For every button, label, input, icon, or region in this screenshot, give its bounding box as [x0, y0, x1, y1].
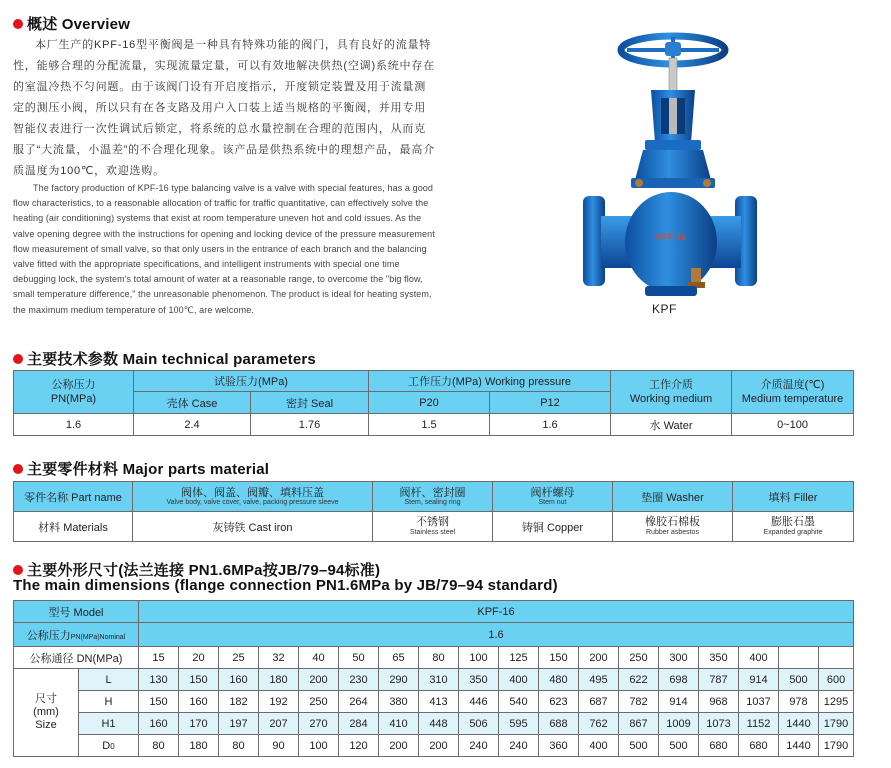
parts-header-nut: 阀杆螺母 Stem nut	[493, 482, 613, 512]
dims-value-cell: 410	[379, 713, 419, 735]
valve-image	[575, 28, 765, 303]
tech-value-seal: 1.76	[251, 414, 369, 436]
tech-header-p20: P20	[369, 392, 490, 414]
dims-dn-cell: 250	[619, 647, 659, 669]
dims-value-cell: 1037	[739, 691, 779, 713]
parts-material-washer: 橡胶石棉板 Rubber asbestos	[613, 512, 733, 542]
dims-dn-cell: 300	[659, 647, 699, 669]
parts-header-part-name: 零件名称 Part name	[14, 482, 133, 512]
parts-header-washer: 垫圈 Washer	[613, 482, 733, 512]
dims-value-cell: 782	[619, 691, 659, 713]
dims-value-cell: 360	[539, 735, 579, 757]
dims-dn-cell: 40	[299, 647, 339, 669]
parts-material-filler: 膨胀石墨 Expanded graphite	[733, 512, 854, 542]
valve-image-caption: KPF	[652, 302, 677, 316]
tech-value-nominal: 1.6	[14, 414, 134, 436]
valve-marking-text: KPF-16	[655, 232, 687, 242]
tech-value-p12: 1.6	[490, 414, 611, 436]
parts-header-stem: 阀杆、密封圈 Stem, sealing ring	[373, 482, 493, 512]
tech-value-shell: 2.4	[134, 414, 251, 436]
dims-value-cell: 978	[779, 691, 819, 713]
tech-header-test: 试验压力(MPa)	[134, 371, 369, 392]
dims-value-cell: 698	[659, 669, 699, 691]
dims-dn-cell: 32	[259, 647, 299, 669]
tech-header-medium: 工作介质 Working medium	[611, 371, 732, 414]
dims-value-cell: 130	[139, 669, 179, 691]
parts-header-filler: 填料 Filler	[733, 482, 854, 512]
dims-value-cell: 600	[819, 669, 854, 691]
dims-value-cell: 623	[539, 691, 579, 713]
dims-value-cell: 100	[299, 735, 339, 757]
dims-value-cell: 150	[179, 669, 219, 691]
dims-value-cell: 968	[699, 691, 739, 713]
dims-value-cell: 230	[339, 669, 379, 691]
tech-header-shell: 壳体 Case	[134, 392, 251, 414]
bullet-icon	[13, 464, 23, 474]
dims-value-cell: 448	[419, 713, 459, 735]
dims-value-cell: 495	[579, 669, 619, 691]
dims-value-cell: 400	[579, 735, 619, 757]
dims-dn-cell: 150	[539, 647, 579, 669]
dims-heading-cn: 主要外形尺寸(法兰连接 PN1.6MPa按JB/79–94标准)	[13, 559, 380, 580]
dims-pn-value: 1.6	[139, 623, 854, 647]
dims-value-cell: 400	[499, 669, 539, 691]
tech-header-p12: P12	[490, 392, 611, 414]
dims-value-cell: 500	[619, 735, 659, 757]
bullet-icon	[13, 565, 23, 575]
overview-chinese-text: 本厂生产的KPF-16型平衡阀是一种具有特殊功能的阀门，具有良好的流量特性，能够合理的分配流量，实现流量定量，可以有效地解决供热(空调)系统中存在的室温冷热不匀问题。由于该阀门设有开启度指示，开度锁定装置及用于流量测定的测压小阀，所以只有在各支路及用户入口装上适当规格的平衡阀，并用专用智能仪表进行一次性调试后锁定，将系统的总水量控制在合理的范围内，从而克服了“大流量，小温差”的不合理化现象。该产品是供热系统中的理想产品，最高介质温度为100℃，欢迎选购。	[13, 39, 435, 177]
tech-header-seal: 密封 Seal	[251, 392, 369, 414]
dims-value-cell: 284	[339, 713, 379, 735]
dims-value-cell: 914	[739, 669, 779, 691]
tech-value-temperature: 0~100	[732, 414, 854, 436]
dims-row-label: H1	[79, 713, 139, 735]
dims-value-cell: 622	[619, 669, 659, 691]
dims-value-cell: 446	[459, 691, 499, 713]
dims-value-cell: 680	[699, 735, 739, 757]
dims-dn-cell: 350	[699, 647, 739, 669]
dims-value-cell: 264	[339, 691, 379, 713]
dims-value-cell: 290	[379, 669, 419, 691]
parts-header-body: 阀体、阀盖、阀瓣、填料压盖 Valve body, valve cover, valve, packing pressure sleeve	[133, 482, 373, 512]
dims-value-cell: 506	[459, 713, 499, 735]
dims-value-cell: 1440	[779, 735, 819, 757]
dims-value-cell: 540	[499, 691, 539, 713]
dims-value-cell: 500	[659, 735, 699, 757]
dims-value-cell: 1790	[819, 713, 854, 735]
dims-value-cell: 595	[499, 713, 539, 735]
dims-value-cell: 688	[539, 713, 579, 735]
dims-value-cell: 160	[219, 669, 259, 691]
dims-value-cell: 200	[379, 735, 419, 757]
dims-dn-cell: 20	[179, 647, 219, 669]
dims-value-cell: 380	[379, 691, 419, 713]
dims-value-cell: 787	[699, 669, 739, 691]
dims-dn-cell	[779, 647, 819, 669]
dims-value-cell: 197	[219, 713, 259, 735]
dims-value-cell: 1440	[779, 713, 819, 735]
tech-header-work: 工作压力(MPa) Working pressure	[369, 371, 611, 392]
dims-value-cell: 1790	[819, 735, 854, 757]
dims-dn-cell: 65	[379, 647, 419, 669]
overview-heading: 概述 Overview	[13, 13, 130, 34]
dims-dn-cell: 200	[579, 647, 619, 669]
dims-value-cell: 180	[259, 669, 299, 691]
dims-value-cell: 150	[139, 691, 179, 713]
dims-value-cell: 192	[259, 691, 299, 713]
dims-model-label: 型号 Model	[14, 601, 139, 623]
dims-value-cell: 160	[139, 713, 179, 735]
dims-value-cell: 180	[179, 735, 219, 757]
dims-heading-en: The main dimensions (flange connection PN1.6MPa by JB/79–94 standard)	[13, 577, 558, 594]
dims-value-cell: 1073	[699, 713, 739, 735]
dims-value-cell: 160	[179, 691, 219, 713]
parts-table	[13, 481, 854, 542]
bullet-icon	[13, 354, 23, 364]
dims-size-label: 尺寸 (mm) Size	[14, 669, 79, 757]
tech-value-medium: 水 Water	[611, 414, 732, 436]
dims-value-cell: 90	[259, 735, 299, 757]
dims-dn-cell: 50	[339, 647, 379, 669]
dims-value-cell: 310	[419, 669, 459, 691]
dims-value-cell: 120	[339, 735, 379, 757]
dims-model-value: KPF-16	[139, 601, 854, 623]
dims-row-label: D0	[79, 735, 139, 757]
dims-value-cell: 182	[219, 691, 259, 713]
dims-value-cell: 240	[459, 735, 499, 757]
parts-material-body: 灰铸铁 Cast iron	[133, 512, 373, 542]
dims-dn-cell: 400	[739, 647, 779, 669]
dims-pn-label: 公称压力PN(MPa)Nominal	[14, 623, 139, 647]
parts-materials-label: 材料 Materials	[14, 512, 133, 542]
tech-header-temperature: 介质温度(℃) Medium temperature	[732, 371, 854, 414]
dims-value-cell: 413	[419, 691, 459, 713]
tech-value-p20: 1.5	[369, 414, 490, 436]
dims-value-cell: 350	[459, 669, 499, 691]
dims-dn-label: 公称通径 DN(MPa)	[14, 647, 139, 669]
dims-dn-cell: 15	[139, 647, 179, 669]
dims-value-cell: 270	[299, 713, 339, 735]
dims-value-cell: 80	[219, 735, 259, 757]
dims-value-cell: 480	[539, 669, 579, 691]
dims-value-cell: 200	[419, 735, 459, 757]
dims-value-cell: 240	[499, 735, 539, 757]
dims-dn-cell: 80	[419, 647, 459, 669]
overview-english-text: The factory production of KPF-16 type balancing valve is a valve with special features, has a good flow characteristics, to a reasonable allocation of traffic for traffic quantitative, can effectively solve the heating (air conditioning) systems that exist at room temperature uneven hot and cold issues. As the valve opening degree with the instructions for opening and locking device of the pressure measurement flow measurement of small valve, so that only users in the entrance of each branch and the balancing valve fitted with the appropriate specifications, and intelligent instruments with special one time debugging lock, the system's total amount of water at a reasonable range, to overcome the "big flow, small temperature difference," the unreasonable phenomenon. The product is ideal for heating system, the maximum medium temperature of 100℃, are welcome.	[13, 183, 435, 315]
dims-value-cell: 250	[299, 691, 339, 713]
dims-value-cell: 1152	[739, 713, 779, 735]
dims-value-cell: 680	[739, 735, 779, 757]
dims-dn-cell	[819, 647, 854, 669]
dims-dn-cell: 100	[459, 647, 499, 669]
parts-material-nut: 铸铜 Copper	[493, 512, 613, 542]
dims-value-cell: 500	[779, 669, 819, 691]
dims-value-cell: 80	[139, 735, 179, 757]
dims-value-cell: 200	[299, 669, 339, 691]
dims-table	[13, 600, 854, 757]
dims-row-label: L	[79, 669, 139, 691]
dims-value-cell: 687	[579, 691, 619, 713]
dims-row-label: H	[79, 691, 139, 713]
parts-material-stem: 不锈钢 Stainless steel	[373, 512, 493, 542]
dims-value-cell: 1295	[819, 691, 854, 713]
parts-heading: 主要零件材料 Major parts material	[13, 458, 269, 479]
tech-header-nominal: 公称压力 PN(MPa)	[14, 371, 134, 414]
dims-value-cell: 762	[579, 713, 619, 735]
dims-dn-cell: 25	[219, 647, 259, 669]
dims-value-cell: 170	[179, 713, 219, 735]
dims-value-cell: 914	[659, 691, 699, 713]
tech-table	[13, 370, 854, 436]
dims-value-cell: 207	[259, 713, 299, 735]
tech-heading: 主要技术参数 Main technical parameters	[13, 348, 316, 369]
bullet-icon	[13, 19, 23, 29]
dims-dn-cell: 125	[499, 647, 539, 669]
dims-value-cell: 867	[619, 713, 659, 735]
dims-value-cell: 1009	[659, 713, 699, 735]
